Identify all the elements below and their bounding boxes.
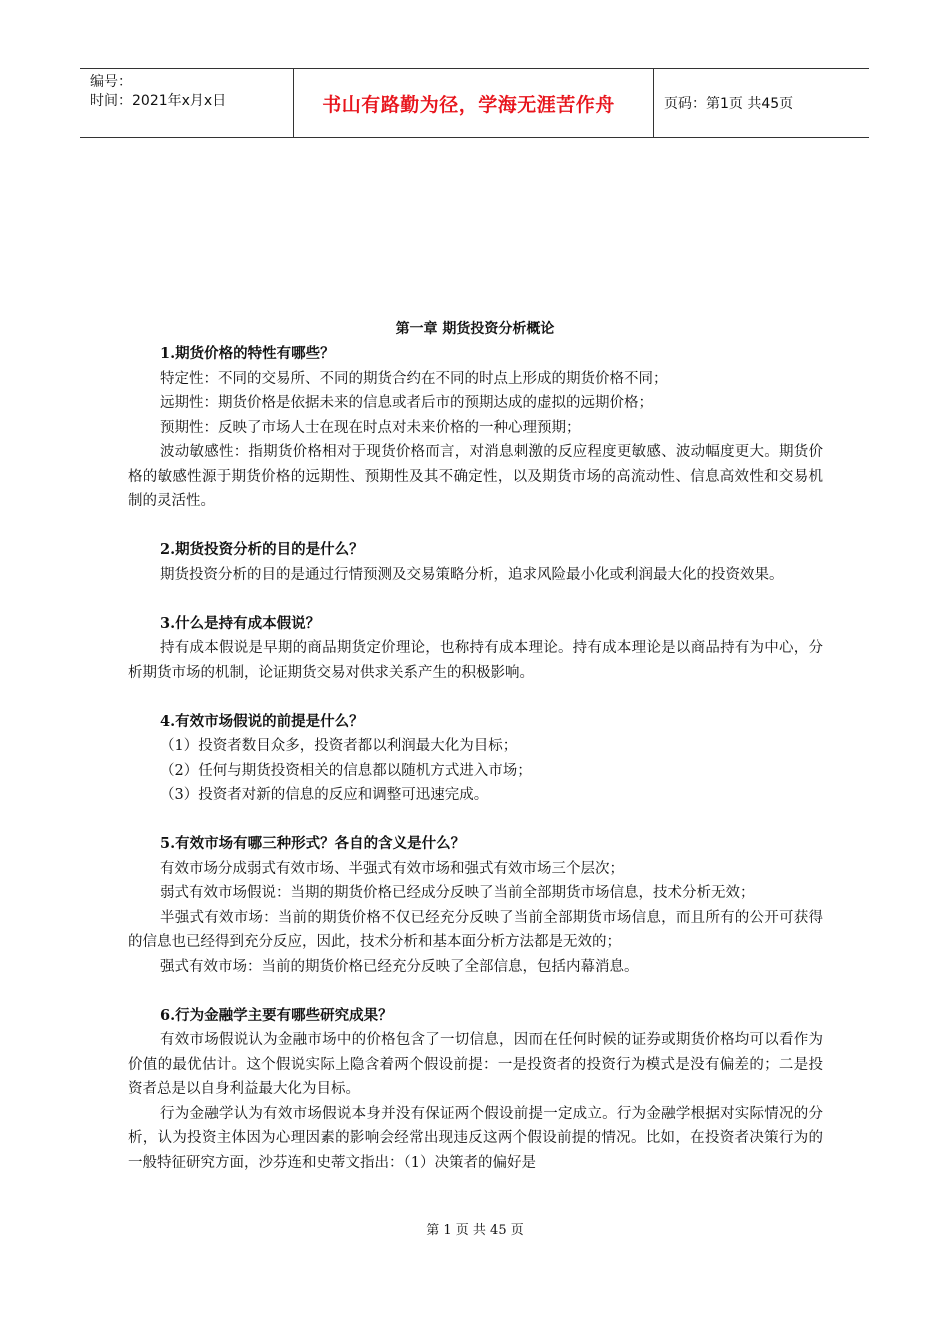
page-footer: 第 1 页 共 45 页 [426, 1223, 524, 1238]
paragraph: 波动敏感性：指期货价格相对于现货价格而言，对消息刺激的反应程度更敏感、波动幅度更大。期货价格的敏感性源于期货价格的远期性、预期性及其不确定性，以及期货市场的高流动性、信息高效性和交易机制的灵活性。 [128, 444, 823, 509]
header-motto-cell [284, 69, 654, 137]
paragraph: （1）投资者数目众多，投资者都以利润最大化为目标； [160, 738, 518, 754]
question-heading: 5.有效市场有哪三种形式？各自的含义是什么？ [160, 835, 466, 852]
paragraph: 弱式有效市场假说：当期的期货价格已经成分反映了当前全部期货市场信息，技术分析无效； [160, 885, 755, 901]
header-page-cell [654, 69, 869, 137]
paragraph: 行为金融学认为有效市场假说本身并没有保证两个假设前提一定成立。行为金融学根据对实际情况的分析，认为投资主体因为心理因素的影响会经常出现违反这两个假设前提的情况。比如，在投资者决策行为的一般特征研究方面，沙芬连和史蒂文指出：（1）决策者的偏好是 [128, 1105, 823, 1171]
paragraph: 期货投资分析的目的是通过行情预测及交易策略分析，追求风险最小化或利润最大化的投资效果。 [160, 566, 784, 583]
paragraph: 持有成本假说是早期的商品期货定价理论，也称持有成本理论。持有成本理论是以商品持有为中心，分析期货市场的机制，论证期货交易对供求关系产生的积极影响。 [128, 640, 823, 681]
page-header [80, 68, 869, 138]
paragraph: 预期性：反映了市场人士在现在时点对未来价格的一种心理预期； [160, 419, 581, 436]
header-left-cell [80, 69, 294, 137]
motto-text: 书山有路勤为径，学海无涯苦作舟 [322, 93, 615, 116]
question-heading: 3.什么是持有成本假说？ [160, 614, 321, 632]
paragraph: 强式有效市场：当前的期货价格已经充分反映了全部信息，包括内幕消息。 [160, 958, 639, 975]
question-heading: 1.期货价格的特性有哪些？ [160, 345, 335, 362]
page-info: 页码：第1页 共45页 [664, 96, 794, 112]
document-body [128, 342, 823, 1175]
question-heading: 6.行为金融学主要有哪些研究成果？ [160, 1006, 393, 1024]
question-heading: 4.有效市场假说的前提是什么？ [160, 712, 364, 730]
paragraph: （2）任何与期货投资相关的信息都以随机方式进入市场； [160, 762, 532, 779]
number-label: 编号： [90, 74, 132, 90]
paragraph: 半强式有效市场：当前的期货价格不仅已经充分反映了当前全部期货市场信息，而且所有的公开可获得的信息也已经得到充分反应，因此，技术分析和基本面分析方法都是无效的； [128, 909, 823, 950]
paragraph: 有效市场假说认为金融市场中的价格包含了一切信息，因而在任何时候的证券或期货价格均可以看作为价值的最优估计。这个假说实际上隐含着两个假设前提：一是投资者的投资行为模式是没有偏差的；二是投资者总是以自身利益最大化为目标。 [128, 1032, 823, 1097]
paragraph: （3）投资者对新的信息的反应和调整可迅速完成。 [160, 787, 489, 803]
question-heading: 2.期货投资分析的目的是什么？ [160, 541, 364, 558]
paragraph: 特定性：不同的交易所、不同的期货合约在不同的时点上形成的期货价格不同； [160, 370, 668, 387]
chapter-title: 第一章 期货投资分析概论 [395, 321, 555, 337]
paragraph: 有效市场分成弱式有效市场、半强式有效市场和强式有效市场三个层次； [160, 860, 624, 877]
paragraph: 远期性：期货价格是依据未来的信息或者后市的预期达成的虚拟的远期价格； [160, 395, 653, 411]
time-label: 时间：2021年x月x日 [90, 93, 227, 109]
